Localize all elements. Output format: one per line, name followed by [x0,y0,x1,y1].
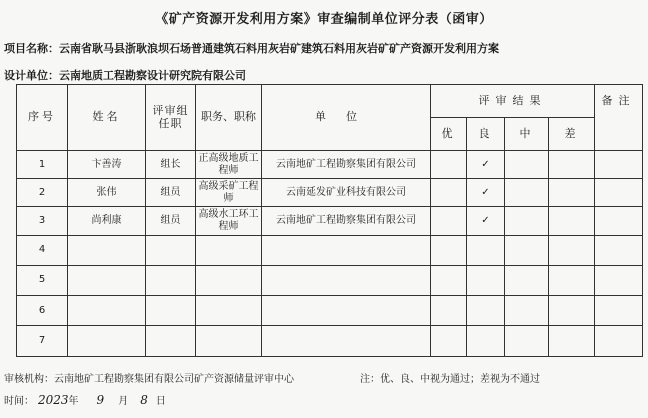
cell-remarks [595,151,643,179]
cell-seq: 5 [17,265,68,295]
project-name-line [4,40,499,56]
table-row [17,265,643,295]
date-year: 2023 [38,393,69,407]
cell-remarks [595,207,643,235]
cell-poor [549,235,595,265]
cell-role [146,295,196,325]
cell-excellent [431,325,467,356]
table-row [17,207,643,235]
cell-title: 高级采矿工程师 [196,179,262,207]
designer-line [4,67,246,83]
cell-medium [505,179,549,207]
page-title: 《矿产资源开发利用方案》审查编制单位评分表（函审） [155,12,493,27]
cell-unit [262,235,431,265]
cell-name [68,295,146,325]
cell-unit [262,325,431,356]
cell-medium [505,151,549,179]
cell-unit: 云南地矿工程勘察集团有限公司 [262,151,431,179]
scoring-table [16,84,643,357]
cell-seq: 6 [17,295,68,325]
cell-unit [262,265,431,295]
designer-label: 设计单位： [4,69,59,82]
cell-title [196,325,262,356]
date-label: 时间： [4,396,34,407]
cell-seq: 7 [17,325,68,356]
check-mark-good: ✓ [467,151,505,179]
cell-role [146,235,196,265]
date-line [4,392,166,407]
cell-excellent [431,235,467,265]
cell-role: 组长 [146,151,196,179]
cell-excellent [431,151,467,179]
cell-name [68,235,146,265]
cell-poor [549,151,595,179]
project-label: 项目名称： [4,42,59,55]
cell-name: 尚利康 [68,207,146,235]
cell-seq: 3 [17,207,68,235]
cell-title [196,235,262,265]
cell-remarks [595,325,643,356]
date-month-unit: 月 [118,396,129,407]
table-row [17,151,643,179]
cell-good [467,265,505,295]
cell-title: 高级水工环工程师 [196,207,262,235]
table-row [17,179,643,207]
cell-role: 组员 [146,179,196,207]
header-seq: 序号 [17,85,68,151]
header-name: 姓名 [68,85,146,151]
designer-value: 云南地质工程勘察设计研究院有限公司 [59,69,246,82]
cell-excellent [431,265,467,295]
cell-role [146,265,196,295]
cell-excellent [431,179,467,207]
header-medium: 中 [505,118,549,151]
cell-medium [505,265,549,295]
agency-value: 云南地矿工程勘察集团有限公司矿产资源储量评审中心 [54,374,294,385]
cell-name: 张伟 [68,179,146,207]
cell-title: 正高级地质工程师 [196,151,262,179]
date-day: 8 [140,393,148,407]
header-title: 职务、职称 [196,85,262,151]
header-remarks: 备注 [595,85,643,151]
cell-remarks [595,235,643,265]
cell-title [196,295,262,325]
check-mark-good: ✓ [467,179,505,207]
date-day-unit: 日 [155,396,166,407]
cell-name: 卞善涛 [68,151,146,179]
header-excellent: 优 [431,118,467,151]
header-unit: 单位 [262,85,431,151]
project-value: 云南省耿马县浙耿浪坝石场普通建筑石料用灰岩矿建筑石料用灰岩矿矿产资源开发利用方案 [59,42,499,55]
agency-label: 审核机构： [4,374,54,385]
date-month: 9 [96,393,105,407]
cell-poor [549,265,595,295]
pass-criteria-note: 注：优、良、中视为通过；差视为不通过 [360,374,540,385]
cell-medium [505,207,549,235]
cell-medium [505,295,549,325]
cell-name [68,265,146,295]
header-role: 评审组任职 [146,85,196,151]
header-results: 评审结果 [431,85,595,118]
cell-good [467,325,505,356]
cell-seq: 2 [17,179,68,207]
cell-role [146,325,196,356]
cell-role: 组员 [146,207,196,235]
check-mark-good: ✓ [467,207,505,235]
review-agency-line [4,370,294,385]
cell-poor [549,295,595,325]
table-row [17,325,643,356]
cell-remarks [595,295,643,325]
header-good: 良 [467,118,505,151]
cell-title [196,265,262,295]
cell-unit: 云南地矿工程勘察集团有限公司 [262,207,431,235]
cell-seq: 4 [17,235,68,265]
cell-unit: 云南延发矿业科技有限公司 [262,179,431,207]
table-row [17,295,643,325]
cell-remarks [595,179,643,207]
cell-seq: 1 [17,151,68,179]
cell-good [467,235,505,265]
cell-excellent [431,295,467,325]
cell-poor [549,179,595,207]
cell-unit [262,295,431,325]
cell-medium [505,235,549,265]
cell-remarks [595,265,643,295]
cell-name [68,325,146,356]
cell-excellent [431,207,467,235]
cell-poor [549,325,595,356]
cell-good [467,295,505,325]
header-poor: 差 [549,118,595,151]
date-year-unit: 年 [68,396,79,407]
cell-poor [549,207,595,235]
table-row [17,235,643,265]
cell-medium [505,325,549,356]
